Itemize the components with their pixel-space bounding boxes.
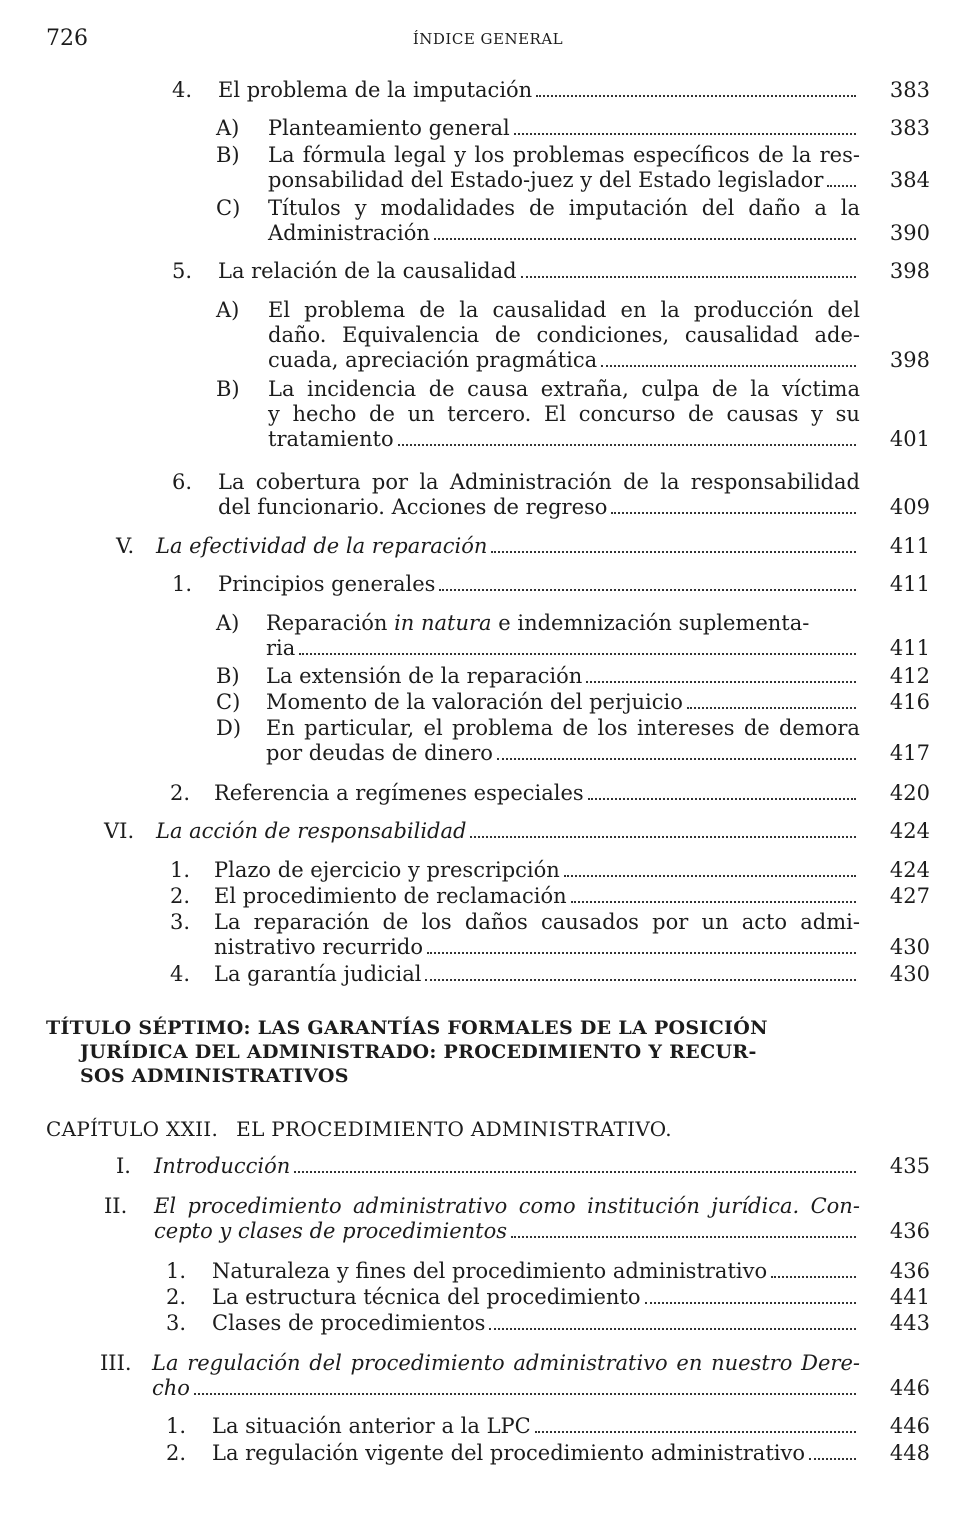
- toc-entry: [0, 116, 976, 141]
- toc-entry-number: 4.: [172, 78, 193, 102]
- dot-leader: [489, 1311, 856, 1330]
- dot-leader: [497, 741, 856, 760]
- part-title-line: JURÍDICA DEL ADMINISTRADO: PROCEDIMIENTO Y RECUR-: [80, 1041, 757, 1063]
- toc-entry-text: daño. Equivalencia de condiciones, causalidad ade-: [268, 323, 860, 347]
- toc-entry: [0, 1441, 976, 1466]
- toc-entry-number: 2.: [166, 1441, 187, 1465]
- toc-entry: [0, 1259, 976, 1284]
- toc-entry: [0, 259, 976, 284]
- toc-entry-text: El problema de la imputación: [218, 78, 860, 103]
- toc-entry-text: La reparación de los daños causados por un acto admi-: [214, 910, 860, 934]
- toc-entry-text: por deudas de dinero: [266, 741, 860, 766]
- toc-entry: [0, 1285, 976, 1310]
- toc-entry-number: 2.: [170, 781, 191, 805]
- dot-leader: [425, 962, 856, 981]
- toc-entry-text: del funcionario. Acciones de regreso: [218, 495, 860, 520]
- toc-page-number: 412: [889, 664, 930, 688]
- dot-leader: [427, 935, 856, 954]
- toc-entry: [0, 690, 976, 715]
- toc-entry-text: El procedimiento de reclamación: [214, 884, 860, 909]
- toc-entry-number: B): [216, 377, 240, 401]
- toc-entry-text: Principios generales: [218, 572, 860, 597]
- toc-entry: [0, 298, 976, 373]
- dot-leader: [771, 1259, 856, 1278]
- dot-leader: [564, 858, 856, 877]
- toc-entry-text: Momento de la valoración del perjuicio: [266, 690, 860, 715]
- toc-entry-text: Naturaleza y fines del procedimiento administrativo: [212, 1259, 860, 1284]
- toc-entry: [0, 1154, 976, 1179]
- toc-page-number: 443: [889, 1311, 930, 1335]
- dot-leader: [439, 572, 856, 591]
- toc-entry-text: En particular, el problema de los intereses de demora: [266, 716, 860, 740]
- toc-entry-text: La incidencia de causa extraña, culpa de la víctima: [268, 377, 860, 401]
- toc-page-number: 383: [889, 116, 930, 140]
- toc-entry-number: I.: [116, 1154, 131, 1178]
- toc-entry-text: cepto y clases de procedimientos: [154, 1219, 860, 1244]
- toc-entry-text: cuada, apreciación pragmática: [268, 348, 860, 373]
- toc-entry-number: B): [216, 664, 240, 688]
- dot-leader: [398, 427, 856, 446]
- toc-entry-number: D): [216, 716, 242, 740]
- toc-entry-text: La estructura técnica del procedimiento: [212, 1285, 860, 1310]
- toc-entry-text: El procedimiento administrativo como institución jurídica. Con-: [154, 1194, 860, 1218]
- toc-entry-text: Plazo de ejercicio y prescripción: [214, 858, 860, 883]
- toc-entry-text: La efectividad de la reparación: [156, 534, 860, 559]
- toc-entry-number: 4.: [170, 962, 191, 986]
- toc-entry-text: ria: [266, 636, 860, 661]
- toc-entry-text: La extensión de la reparación: [266, 664, 860, 689]
- toc-page-number: 436: [889, 1219, 930, 1243]
- dot-leader: [809, 1441, 856, 1460]
- toc-page-number: 441: [889, 1285, 930, 1309]
- toc-page-number: 446: [889, 1376, 930, 1400]
- toc-entry-number: C): [216, 196, 241, 220]
- toc-entry-number: VI.: [104, 819, 135, 843]
- toc-entry-text: Títulos y modalidades de imputación del daño a la: [268, 196, 860, 220]
- toc-entry: [0, 196, 976, 246]
- toc-entry: [0, 1194, 976, 1244]
- toc-entry: [0, 819, 976, 844]
- toc-page-number: 436: [889, 1259, 930, 1283]
- toc-entry: [0, 1351, 976, 1401]
- dot-leader: [588, 781, 856, 800]
- toc-entry-number: 5.: [172, 259, 193, 283]
- toc-page-number: 427: [889, 884, 930, 908]
- toc-entry: [0, 910, 976, 960]
- toc-entry-text: La garantía judicial: [214, 962, 860, 987]
- toc-page-number: 411: [889, 572, 930, 596]
- toc-page-number: 430: [889, 962, 930, 986]
- toc-entry-text: Referencia a regímenes especiales: [214, 781, 860, 806]
- toc-page-number: 384: [889, 168, 930, 192]
- toc-entry: [0, 781, 976, 806]
- chapter-label: CAPÍTULO XXII.: [46, 1117, 219, 1141]
- toc-entry-number: 1.: [166, 1259, 187, 1283]
- toc-page-number: 446: [889, 1414, 930, 1438]
- toc-entry: [0, 962, 976, 987]
- dot-leader: [536, 78, 856, 97]
- toc-page-number: 424: [889, 819, 930, 843]
- toc-entry-number: 6.: [172, 470, 193, 494]
- toc-entry: [0, 858, 976, 883]
- dot-leader: [521, 259, 856, 278]
- toc-entry-number: C): [216, 690, 241, 714]
- toc-entry-text: La fórmula legal y los problemas específicos de la res-: [268, 143, 860, 167]
- dot-leader: [687, 690, 856, 709]
- dot-leader: [514, 116, 856, 135]
- toc-page-number: 383: [889, 78, 930, 102]
- toc-entry: [0, 143, 976, 193]
- toc-entry-text: La acción de responsabilidad: [156, 819, 860, 844]
- toc-entry-number: III.: [100, 1351, 132, 1375]
- page-header: [0, 26, 976, 62]
- toc-entry: [0, 884, 976, 909]
- toc-page-number: 420: [889, 781, 930, 805]
- toc-page-number: 448: [889, 1441, 930, 1465]
- toc-entry-text: El problema de la causalidad en la producción del: [268, 298, 860, 322]
- toc-entry-text: La regulación del procedimiento administrativo en nuestro Dere-: [152, 1351, 860, 1375]
- toc-entry-text: nistrativo recurrido: [214, 935, 860, 960]
- toc-entry-text: La cobertura por la Administración de la responsabilidad: [218, 470, 860, 494]
- toc-page-number: 401: [889, 427, 930, 451]
- dot-leader: [294, 1154, 856, 1173]
- toc-entry-number: 1.: [170, 858, 191, 882]
- toc-page-number: 411: [889, 636, 930, 660]
- dot-leader: [194, 1376, 856, 1395]
- toc-page-number: 409: [889, 495, 930, 519]
- toc-entry: [0, 611, 976, 661]
- toc-page-number: 417: [889, 741, 930, 765]
- toc-page-number: 435: [889, 1154, 930, 1178]
- dot-leader: [511, 1219, 856, 1238]
- toc-entry-number: A): [216, 611, 240, 635]
- toc-entry-text: y hecho de un tercero. El concurso de causas y su: [268, 402, 860, 426]
- toc-entry-number: 2.: [166, 1285, 187, 1309]
- toc-entry: [0, 377, 976, 452]
- dot-leader: [299, 636, 856, 655]
- toc-entry: [0, 1414, 976, 1439]
- toc-entry-number: B): [216, 143, 240, 167]
- chapter-heading: [46, 1117, 672, 1141]
- toc-entry-number: A): [216, 298, 240, 322]
- toc-entry-text: La relación de la causalidad: [218, 259, 860, 284]
- part-title-line: SOS ADMINISTRATIVOS: [80, 1065, 349, 1087]
- toc-page-number: 411: [889, 534, 930, 558]
- toc-page-number: 398: [889, 259, 930, 283]
- toc-entry-number: II.: [104, 1194, 128, 1218]
- toc-page-number: 430: [889, 935, 930, 959]
- toc-entry-text: La situación anterior a la LPC: [212, 1414, 860, 1439]
- toc-entry: [0, 470, 976, 520]
- toc-entry-text: tratamiento: [268, 427, 860, 452]
- toc-entry-text: Planteamiento general: [268, 116, 860, 141]
- toc-entry: [0, 1311, 976, 1336]
- dot-leader: [611, 495, 856, 514]
- toc-page-number: 390: [889, 221, 930, 245]
- running-title: ÍNDICE GENERAL: [412, 30, 564, 48]
- dot-leader: [470, 819, 856, 838]
- toc-page-number: 424: [889, 858, 930, 882]
- dot-leader: [535, 1414, 856, 1433]
- dot-leader: [434, 221, 856, 240]
- toc-entry-number: 1.: [166, 1414, 187, 1438]
- toc-entry-number: A): [216, 116, 240, 140]
- page-number: 726: [46, 26, 88, 51]
- toc-entry-text: Reparación in natura e indemnización suplementa-: [266, 611, 810, 635]
- toc-entry: [0, 716, 976, 766]
- toc-entry-text: Administración: [268, 221, 860, 246]
- toc-entry-text: ponsabilidad del Estado-juez y del Estado legislador: [268, 168, 860, 193]
- toc-page-number: 398: [889, 348, 930, 372]
- part-title-line: TÍTULO SÉPTIMO: LAS GARANTÍAS FORMALES DE LA POSICIÓN: [46, 1017, 768, 1039]
- toc-page-number: 416: [889, 690, 930, 714]
- toc-entry-number: 1.: [172, 572, 193, 596]
- dot-leader: [491, 534, 856, 553]
- toc-entry-number: 2.: [170, 884, 191, 908]
- toc-entry: [0, 534, 976, 559]
- part-title: [46, 1016, 866, 1088]
- toc-entry-text: cho: [152, 1376, 860, 1401]
- toc-entry-number: 3.: [170, 910, 191, 934]
- toc-entry: [0, 572, 976, 597]
- dot-leader: [586, 664, 856, 683]
- dot-leader: [645, 1285, 856, 1304]
- toc-entry-text: Introducción: [154, 1154, 860, 1179]
- toc-entry-number: 3.: [166, 1311, 187, 1335]
- dot-leader: [601, 348, 856, 367]
- toc-entry: [0, 78, 976, 103]
- toc-entry-text: Clases de procedimientos: [212, 1311, 860, 1336]
- toc-entry-text: La regulación vigente del procedimiento administrativo: [212, 1441, 860, 1466]
- dot-leader: [827, 168, 856, 187]
- toc-entry: [0, 664, 976, 689]
- toc-entry-number: V.: [116, 534, 135, 558]
- dot-leader: [571, 884, 856, 903]
- chapter-title: EL PROCEDIMIENTO ADMINISTRATIVO.: [236, 1117, 672, 1141]
